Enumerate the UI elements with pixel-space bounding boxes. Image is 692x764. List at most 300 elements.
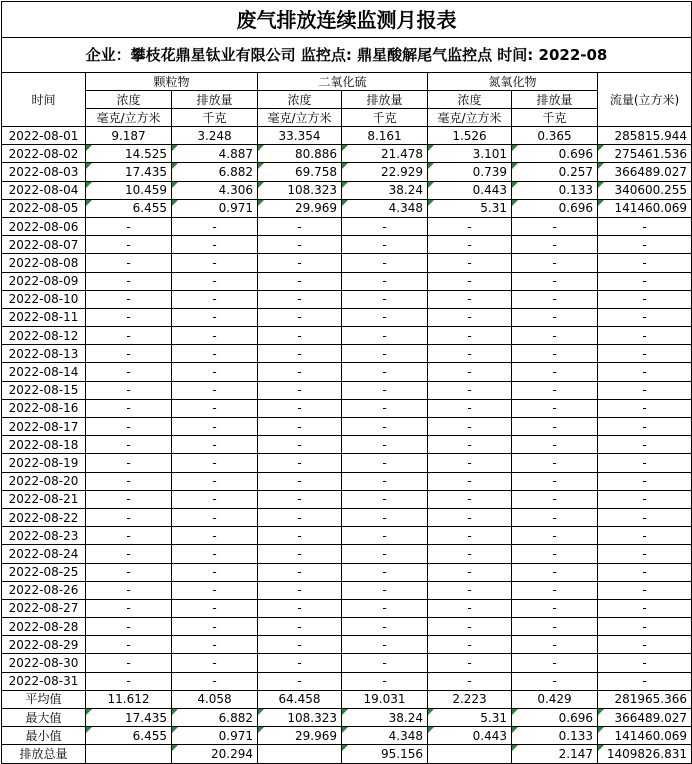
header-so2-emission: 排放量 [342,91,428,109]
cell-pm-emission: - [172,454,258,472]
cell-nox-concentration: - [428,672,512,690]
stat-nox-concentration: 0.443 [428,727,512,745]
stat-nox-concentration: 5.31 [428,709,512,727]
cell-nox-concentration: - [428,381,512,399]
table-row [2,636,692,654]
stat-flow: 1409826.831 [598,745,692,763]
cell-nox-emission: - [512,290,598,308]
cell-pm-concentration: - [86,618,172,636]
stat-pm-emission: 0.971 [172,727,258,745]
cell-pm-concentration: - [86,236,172,254]
stat-flow: 366489.027 [598,709,692,727]
cell-so2-concentration: - [258,508,342,526]
cell-nox-concentration: - [428,345,512,363]
stat-row [2,709,692,727]
table-row [2,217,692,235]
cell-nox-concentration: - [428,508,512,526]
cell-so2-emission: - [342,472,428,490]
unit-so2-emission: 千克 [342,109,428,127]
stat-so2-emission: 95.156 [342,745,428,763]
report-title: 废气排放连续监测月报表 [2,2,692,38]
cell-pm-emission: - [172,618,258,636]
cell-nox-concentration: - [428,290,512,308]
cell-nox-emission: - [512,618,598,636]
unit-so2-concentration: 毫克/立方米 [258,109,342,127]
cell-pm-emission: - [172,308,258,326]
cell-so2-concentration: - [258,254,342,272]
row-date: 2022-08-22 [2,508,86,526]
cell-nox-emission: 0.696 [512,145,598,163]
header-time: 时间 [2,73,86,127]
cell-so2-concentration: - [258,545,342,563]
row-date: 2022-08-25 [2,563,86,581]
cell-so2-concentration: 33.354 [258,127,342,145]
cell-flow: - [598,672,692,690]
row-date: 2022-08-09 [2,272,86,290]
cell-nox-concentration: 5.31 [428,199,512,217]
row-date: 2022-08-12 [2,327,86,345]
cell-pm-emission: - [172,654,258,672]
cell-nox-emission: - [512,363,598,381]
cell-so2-emission: - [342,636,428,654]
cell-nox-emission: - [512,654,598,672]
row-date: 2022-08-15 [2,381,86,399]
stat-row [2,745,692,763]
cell-so2-emission: - [342,217,428,235]
cell-nox-emission: - [512,454,598,472]
cell-so2-concentration: - [258,327,342,345]
cell-nox-concentration: - [428,490,512,508]
row-date: 2022-08-21 [2,490,86,508]
cell-pm-emission: - [172,399,258,417]
cell-nox-emission: 0.365 [512,127,598,145]
cell-so2-emission: - [342,581,428,599]
table-row [2,345,692,363]
row-date: 2022-08-06 [2,217,86,235]
table-row [2,254,692,272]
cell-nox-concentration: - [428,363,512,381]
row-date: 2022-08-05 [2,199,86,217]
cell-nox-concentration: - [428,217,512,235]
table-row [2,272,692,290]
header-nox-emission: 排放量 [512,91,598,109]
cell-pm-concentration: - [86,490,172,508]
stat-nox-concentration [428,745,512,763]
cell-flow: - [598,527,692,545]
cell-pm-emission: - [172,327,258,345]
row-date: 2022-08-18 [2,436,86,454]
cell-pm-emission: - [172,527,258,545]
cell-pm-emission: - [172,254,258,272]
row-date: 2022-08-23 [2,527,86,545]
cell-pm-concentration: - [86,399,172,417]
cell-flow: - [598,654,692,672]
cell-pm-emission: - [172,381,258,399]
cell-pm-concentration: - [86,472,172,490]
stat-flow: 141460.069 [598,727,692,745]
cell-pm-emission: - [172,236,258,254]
cell-flow: - [598,545,692,563]
table-row [2,581,692,599]
table-row [2,181,692,199]
table-row [2,599,692,617]
cell-nox-emission: - [512,436,598,454]
cell-nox-emission: - [512,527,598,545]
table-row [2,399,692,417]
cell-nox-concentration: - [428,308,512,326]
stat-label: 排放总量 [2,745,86,763]
cell-nox-emission: - [512,508,598,526]
row-date: 2022-08-07 [2,236,86,254]
cell-so2-concentration: - [258,436,342,454]
stat-so2-concentration: 29.969 [258,727,342,745]
cell-nox-concentration: - [428,399,512,417]
cell-so2-emission: - [342,454,428,472]
table-row [2,672,692,690]
cell-so2-emission: - [342,545,428,563]
row-date: 2022-08-20 [2,472,86,490]
row-date: 2022-08-17 [2,418,86,436]
row-date: 2022-08-11 [2,308,86,326]
cell-nox-emission: - [512,272,598,290]
cell-flow: - [598,236,692,254]
row-date: 2022-08-31 [2,672,86,690]
cell-flow: 366489.027 [598,163,692,181]
stat-nox-emission: 0.133 [512,727,598,745]
cell-so2-concentration: - [258,654,342,672]
row-date: 2022-08-24 [2,545,86,563]
header-pm-emission: 排放量 [172,91,258,109]
cell-so2-emission: - [342,527,428,545]
table-row [2,127,692,145]
cell-pm-concentration: - [86,217,172,235]
row-date: 2022-08-02 [2,145,86,163]
table-row [2,563,692,581]
stat-so2-emission: 4.348 [342,727,428,745]
cell-flow: - [598,418,692,436]
stat-pm-emission: 20.294 [172,745,258,763]
cell-flow: - [598,381,692,399]
stat-nox-concentration: 2.223 [428,690,512,708]
cell-nox-concentration: - [428,618,512,636]
row-date: 2022-08-08 [2,254,86,272]
cell-flow: 340600.255 [598,181,692,199]
table-row [2,327,692,345]
table-row [2,490,692,508]
cell-so2-emission: - [342,345,428,363]
cell-nox-emission: - [512,418,598,436]
cell-so2-concentration: - [258,672,342,690]
cell-so2-concentration: 80.886 [258,145,342,163]
cell-flow: 285815.944 [598,127,692,145]
stat-so2-emission: 19.031 [342,690,428,708]
table-row [2,472,692,490]
cell-pm-concentration: - [86,672,172,690]
cell-so2-emission: - [342,254,428,272]
cell-pm-emission: - [172,599,258,617]
stat-pm-concentration: 11.612 [86,690,172,708]
header-particulate: 颗粒物 [86,73,258,91]
cell-pm-emission: - [172,272,258,290]
cell-pm-emission: - [172,418,258,436]
cell-nox-concentration: 0.739 [428,163,512,181]
cell-pm-concentration: - [86,327,172,345]
cell-pm-concentration: - [86,563,172,581]
cell-so2-concentration: - [258,363,342,381]
row-date: 2022-08-16 [2,399,86,417]
cell-pm-concentration: - [86,418,172,436]
cell-so2-emission: - [342,363,428,381]
cell-nox-emission: - [512,490,598,508]
cell-flow: - [598,436,692,454]
cell-nox-emission: - [512,599,598,617]
table-row [2,436,692,454]
cell-pm-emission: - [172,436,258,454]
table-row [2,308,692,326]
cell-so2-emission: - [342,381,428,399]
cell-nox-concentration: - [428,254,512,272]
cell-so2-concentration: - [258,527,342,545]
cell-so2-concentration: - [258,418,342,436]
table-row [2,545,692,563]
cell-flow: 141460.069 [598,199,692,217]
cell-flow: - [598,581,692,599]
cell-flow: - [598,308,692,326]
cell-so2-emission: - [342,308,428,326]
table-row [2,236,692,254]
cell-pm-emission: 6.882 [172,163,258,181]
stat-pm-emission: 4.058 [172,690,258,708]
cell-nox-emission: - [512,327,598,345]
cell-nox-concentration: 1.526 [428,127,512,145]
cell-so2-emission: - [342,599,428,617]
emission-report-table [1,1,692,764]
cell-nox-concentration: - [428,599,512,617]
cell-so2-emission: - [342,490,428,508]
cell-nox-concentration: - [428,236,512,254]
cell-flow: - [598,399,692,417]
stat-nox-emission: 0.429 [512,690,598,708]
table-row [2,418,692,436]
cell-flow: - [598,254,692,272]
stat-pm-emission: 6.882 [172,709,258,727]
stat-pm-concentration [86,745,172,763]
row-date: 2022-08-30 [2,654,86,672]
table-row [2,381,692,399]
cell-pm-emission: - [172,581,258,599]
table-row [2,527,692,545]
cell-flow: - [598,327,692,345]
cell-so2-emission: - [342,618,428,636]
stat-label: 平均值 [2,690,86,708]
unit-nox-concentration: 毫克/立方米 [428,109,512,127]
stat-label: 最大值 [2,709,86,727]
cell-pm-concentration: - [86,345,172,363]
cell-pm-concentration: - [86,254,172,272]
cell-so2-emission: 22.929 [342,163,428,181]
cell-so2-concentration: - [258,618,342,636]
cell-pm-concentration: - [86,363,172,381]
cell-flow: - [598,563,692,581]
unit-nox-emission: 千克 [512,109,598,127]
table-row [2,454,692,472]
cell-nox-concentration: 3.101 [428,145,512,163]
stat-flow: 281965.366 [598,690,692,708]
table-row [2,290,692,308]
cell-nox-emission: - [512,581,598,599]
cell-so2-concentration: - [258,345,342,363]
row-date: 2022-08-01 [2,127,86,145]
cell-so2-emission: - [342,508,428,526]
cell-so2-emission: - [342,436,428,454]
cell-so2-concentration: - [258,472,342,490]
cell-pm-emission: - [172,217,258,235]
cell-pm-emission: 3.248 [172,127,258,145]
cell-pm-concentration: - [86,581,172,599]
monthly-report-sheet [0,1,692,761]
cell-so2-emission: 4.348 [342,199,428,217]
cell-flow: - [598,490,692,508]
cell-pm-emission: 0.971 [172,199,258,217]
cell-nox-emission: - [512,381,598,399]
cell-nox-concentration: - [428,272,512,290]
cell-flow: 275461.536 [598,145,692,163]
cell-nox-concentration: - [428,654,512,672]
cell-nox-concentration: - [428,527,512,545]
cell-nox-emission: - [512,236,598,254]
cell-pm-concentration: - [86,381,172,399]
stat-so2-emission: 38.24 [342,709,428,727]
cell-nox-emission: - [512,308,598,326]
cell-nox-emission: - [512,345,598,363]
cell-pm-emission: - [172,563,258,581]
cell-pm-emission: - [172,290,258,308]
table-row [2,199,692,217]
cell-so2-concentration: - [258,454,342,472]
cell-nox-emission: - [512,399,598,417]
cell-so2-concentration: - [258,272,342,290]
cell-flow: - [598,363,692,381]
cell-nox-emission: 0.696 [512,199,598,217]
cell-so2-emission: - [342,236,428,254]
cell-so2-emission: - [342,418,428,436]
cell-so2-concentration: - [258,563,342,581]
cell-pm-concentration: 10.459 [86,181,172,199]
unit-pm-emission: 千克 [172,109,258,127]
cell-flow: - [598,508,692,526]
cell-nox-concentration: - [428,545,512,563]
stat-so2-concentration: 64.458 [258,690,342,708]
cell-flow: - [598,290,692,308]
header-nox-concentration: 浓度 [428,91,512,109]
stat-so2-concentration [258,745,342,763]
header-nox: 氮氧化物 [428,73,598,91]
cell-nox-emission: 0.133 [512,181,598,199]
table-row [2,654,692,672]
cell-nox-emission: - [512,672,598,690]
cell-so2-emission: 38.24 [342,181,428,199]
row-date: 2022-08-13 [2,345,86,363]
cell-so2-concentration: - [258,399,342,417]
cell-flow: - [598,472,692,490]
cell-pm-emission: - [172,345,258,363]
row-date: 2022-08-04 [2,181,86,199]
row-date: 2022-08-10 [2,290,86,308]
cell-pm-emission: - [172,490,258,508]
cell-so2-concentration: 108.323 [258,181,342,199]
cell-so2-emission: 21.478 [342,145,428,163]
cell-pm-concentration: - [86,508,172,526]
stat-nox-emission: 2.147 [512,745,598,763]
cell-pm-concentration: 14.525 [86,145,172,163]
cell-pm-concentration: - [86,545,172,563]
cell-flow: - [598,618,692,636]
row-date: 2022-08-03 [2,163,86,181]
cell-pm-concentration: 6.455 [86,199,172,217]
header-flow: 流量(立方米) [598,73,692,127]
cell-pm-concentration: - [86,636,172,654]
table-row [2,618,692,636]
cell-pm-emission: - [172,472,258,490]
row-date: 2022-08-29 [2,636,86,654]
table-row [2,163,692,181]
cell-pm-emission: - [172,636,258,654]
table-row [2,145,692,163]
cell-pm-concentration: - [86,454,172,472]
cell-nox-concentration: - [428,454,512,472]
cell-pm-concentration: - [86,290,172,308]
stat-pm-concentration: 6.455 [86,727,172,745]
cell-so2-emission: - [342,290,428,308]
cell-so2-concentration: 29.969 [258,199,342,217]
cell-nox-concentration: - [428,636,512,654]
cell-so2-concentration: - [258,636,342,654]
cell-nox-emission: - [512,563,598,581]
cell-so2-concentration: - [258,490,342,508]
report-info-line: 企业：攀枝花鼎星钛业有限公司 监控点: 鼎星酸解尾气监控点 时间: 2022-08 [2,38,692,73]
cell-pm-emission: - [172,672,258,690]
cell-pm-emission: - [172,508,258,526]
cell-pm-concentration: - [86,436,172,454]
cell-pm-concentration: - [86,599,172,617]
header-so2: 二氧化硫 [258,73,428,91]
cell-so2-concentration: - [258,290,342,308]
cell-pm-concentration: - [86,527,172,545]
cell-pm-concentration: 9.187 [86,127,172,145]
cell-nox-concentration: - [428,581,512,599]
stat-so2-concentration: 108.323 [258,709,342,727]
cell-nox-concentration: - [428,327,512,345]
cell-flow: - [598,454,692,472]
cell-so2-emission: - [342,563,428,581]
cell-so2-emission: - [342,672,428,690]
row-date: 2022-08-27 [2,599,86,617]
cell-pm-emission: - [172,363,258,381]
cell-flow: - [598,272,692,290]
cell-so2-concentration: - [258,599,342,617]
table-row [2,508,692,526]
cell-nox-emission: - [512,636,598,654]
cell-pm-concentration: - [86,654,172,672]
cell-pm-concentration: 17.435 [86,163,172,181]
cell-so2-emission: - [342,654,428,672]
cell-nox-concentration: - [428,563,512,581]
stat-row [2,727,692,745]
cell-so2-concentration: - [258,581,342,599]
header-pm-concentration: 浓度 [86,91,172,109]
cell-nox-emission: - [512,472,598,490]
cell-so2-concentration: - [258,381,342,399]
